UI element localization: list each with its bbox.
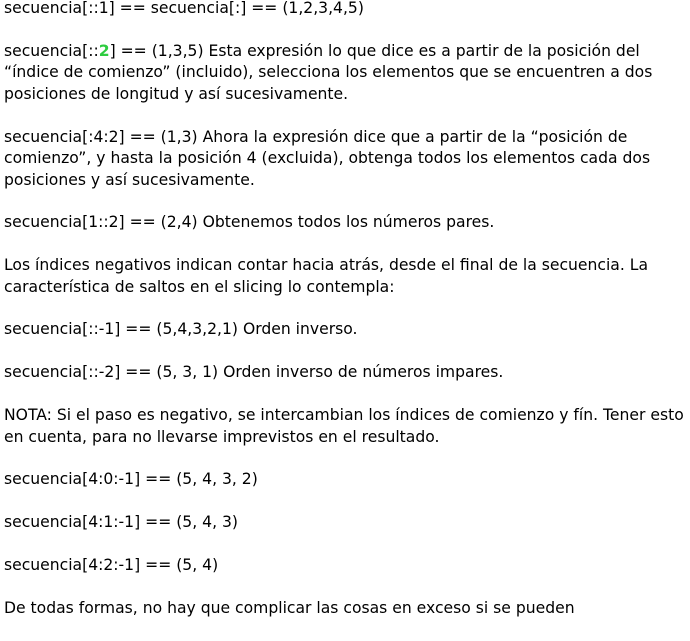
paragraph-slice-4-2: secuencia[4:2:-1] == (5, 4) (4, 555, 219, 574)
paragraph-slice-step-2 (4, 41, 688, 106)
paragraph-negative-indices: Los índices negativos indican contar hacia atrás, desde el final de la secuencia. La característica de saltos en el slicing lo contempla: (4, 256, 649, 296)
paragraph-note: NOTA: Si el paso es negativo, se intercambian los índices de comienzo y fín. Tener esto en cuenta, para no llevarse imprevistos en el resultado. (4, 406, 684, 446)
paragraph-slice-reverse-odd: secuencia[::-2] == (5, 3, 1) Orden inverso de números impares. (4, 363, 504, 382)
paragraph-slice-step-2-before: secuencia[:: (4, 41, 99, 60)
paragraph-slice-step-1: secuencia[::1] == secuencia[:] == (1,2,3,4,5) (4, 0, 364, 17)
highlighted-step-value: 2 (98, 41, 110, 60)
paragraph-closing: De todas formas, no hay que complicar las cosas en exceso si se pueden (4, 598, 575, 617)
document-body (4, 0, 688, 641)
paragraph-slice-step-2-after: ] == (1,3,5) Esta expresión lo que dice es a partir de la posición del “índice de comienzo” (incluido), selecciona los elementos que se encuentren a dos posiciones de longitud y así sucesivamente. (4, 41, 653, 103)
paragraph-slice-4-1: secuencia[4:1:-1] == (5, 4, 3) (4, 513, 238, 532)
paragraph-slice-reverse: secuencia[::-1] == (5,4,3,2,1) Orden inverso. (4, 320, 358, 339)
paragraph-slice-stop-4-step-2: secuencia[:4:2] == (1,3) Ahora la expresión dice que a partir de la “posición de comienzo”, y hasta la posición 4 (excluida), obtenga todos los elementos cada dos posiciones y así sucesivamente. (4, 127, 651, 189)
paragraph-slice-4-0: secuencia[4:0:-1] == (5, 4, 3, 2) (4, 470, 258, 489)
paragraph-slice-even-numbers: secuencia[1::2] == (2,4) Obtenemos todos los números pares. (4, 213, 495, 232)
